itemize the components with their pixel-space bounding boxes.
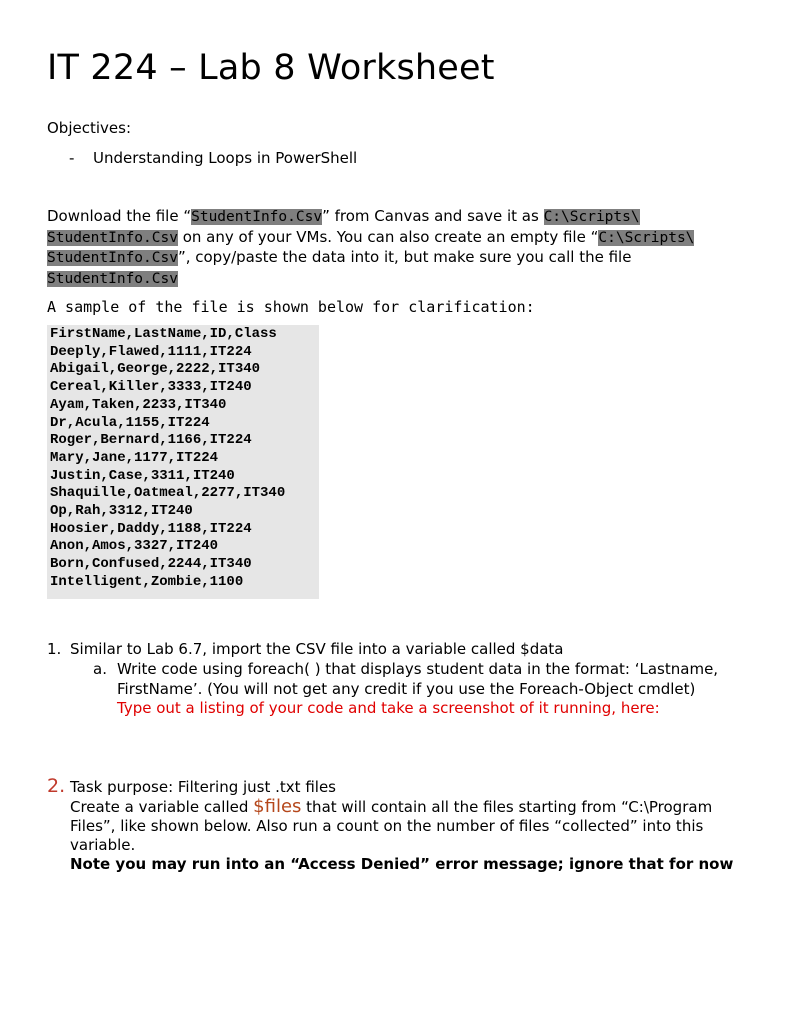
path-highlight: C:\Scripts\ [543, 209, 640, 225]
question-1a [93, 660, 743, 719]
csv-line: Deeply,Flawed,1111,IT224 [50, 343, 252, 360]
filename-highlight: StudentInfo.Csv [47, 250, 178, 266]
csv-line: Anon,Amos,3327,IT240 [50, 538, 219, 555]
filename-highlight: StudentInfo.Csv [191, 209, 323, 225]
csv-line: Justin,Case,3311,IT240 [50, 467, 235, 484]
csv-line: Intelligent,Zombie,1100 [50, 573, 244, 590]
intro-text: Download the file “ [47, 207, 192, 225]
question-number: 1. [47, 640, 62, 658]
list-bullet: - [69, 149, 75, 167]
intro-text: ” from Canvas and save it as [322, 207, 544, 225]
objectives-heading: Objectives: [47, 119, 131, 137]
task-text: Create a variable called [70, 798, 254, 816]
task-text: that will contain all the files starting from “C:\Program Files”, like shown below. Also run a count on the number of files “collected” into this variable. [70, 798, 713, 854]
filename-highlight: StudentInfo.Csv [47, 229, 178, 246]
csv-sample-block [47, 325, 319, 599]
csv-line: Op,Rah,3312,IT240 [50, 503, 193, 520]
csv-line: Born,Confused,2244,IT340 [50, 556, 252, 573]
intro-text: on any of your VMs. You can also create an empty file “ [177, 227, 599, 246]
filename-highlight: StudentInfo.Csv [47, 270, 178, 287]
intro-text: ”, copy/paste the data into it, but make sure you call the file [177, 248, 632, 266]
csv-line: FirstName,LastName,ID,Class [50, 326, 277, 342]
question-text: Similar to Lab 6.7, import the CSV file into a variable called $data [70, 640, 564, 658]
task-description [70, 797, 747, 855]
download-instructions [47, 207, 737, 289]
csv-line: Shaquille,Oatmeal,2277,IT340 [50, 485, 286, 502]
csv-line: Dr,Acula,1155,IT224 [50, 414, 210, 431]
csv-line: Cereal,Killer,3333,IT240 [50, 379, 252, 396]
question-number: 2. [47, 775, 66, 797]
csv-line: Ayam,Taken,2233,IT340 [50, 396, 227, 413]
variable-name: $files [253, 796, 302, 817]
csv-line: Mary,Jane,1177,IT224 [50, 449, 219, 466]
question-2 [47, 775, 747, 874]
objective-item [69, 148, 357, 168]
page-title: IT 224 – Lab 8 Worksheet [47, 48, 495, 88]
access-denied-note: Note you may run into an “Access Denied” error message; ignore that for now [70, 855, 734, 873]
answer-instruction: Type out a listing of your code and take a screenshot of it running, here: [117, 699, 660, 717]
subquestion-text: Write code using foreach( ) that displays student data in the format: ‘Lastname, FirstName’. (You will not get any credit if you use the Foreach-Object cmdlet) [117, 660, 719, 698]
sample-caption: A sample of the file is shown below for clarification: [47, 298, 535, 316]
csv-line: Abigail,George,2222,IT340 [50, 361, 261, 378]
csv-line: Hoosier,Daddy,1188,IT224 [50, 520, 252, 537]
subquestion-letter: a. [93, 660, 107, 678]
task-purpose: Task purpose: Filtering just .txt files [70, 778, 336, 796]
path-highlight: C:\Scripts\ [598, 229, 695, 246]
csv-line: Roger,Bernard,1166,IT224 [50, 432, 252, 449]
objective-text: Understanding Loops in PowerShell [93, 149, 358, 167]
